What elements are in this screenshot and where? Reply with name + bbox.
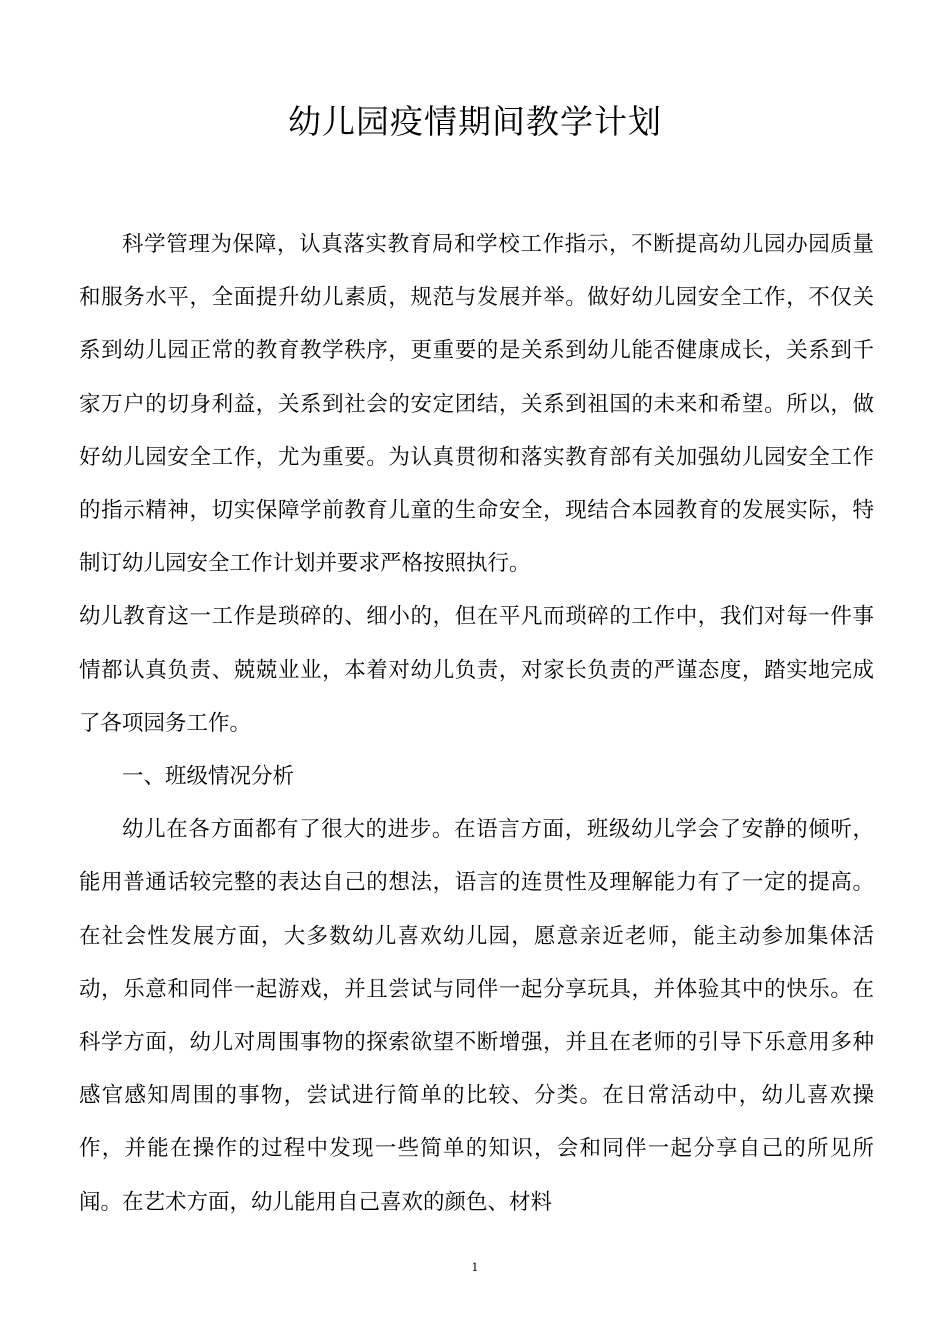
- page-number: 1: [471, 1261, 479, 1274]
- document-body: [79, 218, 874, 1229]
- intro-paragraph: 科学管理为保障，认真落实教育局和学校工作指示，不断提高幼儿园办园质量和服务水平，全面提升幼儿素质，规范与发展并举。做好幼儿园安全工作，不仅关系到幼儿园正常的教育教学秩序，更重要的是关系到幼儿能否健康成长，关系到千家万户的切身利益，关系到社会的安定团结，关系到祖国的未来和希望。所以，做好幼儿园安全工作，尤为重要。为认真贯彻和落实教育部有关加强幼儿园安全工作的指示精神，切实保障学前教育儿童的生命安全，现结合本园教育的发展实际，特制订幼儿园安全工作计划并要求严格按照执行。: [79, 232, 874, 577]
- document-title: 幼儿园疫情期间教学计划: [288, 102, 662, 141]
- work-summary-paragraph: 幼儿教育这一工作是琐碎的、细小的，但在平凡而琐碎的工作中，我们对每一件事情都认真负责、兢兢业业，本着对幼儿负责，对家长负责的严谨态度，踏实地完成了各项园务工作。: [79, 604, 874, 736]
- section-heading: 一、班级情况分析: [122, 764, 295, 790]
- section-paragraph: 幼儿在各方面都有了很大的进步。在语言方面，班级幼儿学会了安静的倾听，能用普通话较完整的表达自己的想法，语言的连贯性及理解能力有了一定的提高。在社会性发展方面，大多数幼儿喜欢幼儿园，愿意亲近老师，能主动参加集体活动，乐意和同伴一起游戏，并且尝试与同伴一起分享玩具，并体验其中的快乐。在科学方面，幼儿对周围事物的探索欲望不断增强，并且在老师的引导下乐意用多种感官感知周围的事物，尝试进行简单的比较、分类。在日常活动中，幼儿喜欢操作，并能在操作的过程中发现一些简单的知识，会和同伴一起分享自己的所见所闻。在艺术方面，幼儿能用自己喜欢的颜色、材料: [79, 817, 874, 1215]
